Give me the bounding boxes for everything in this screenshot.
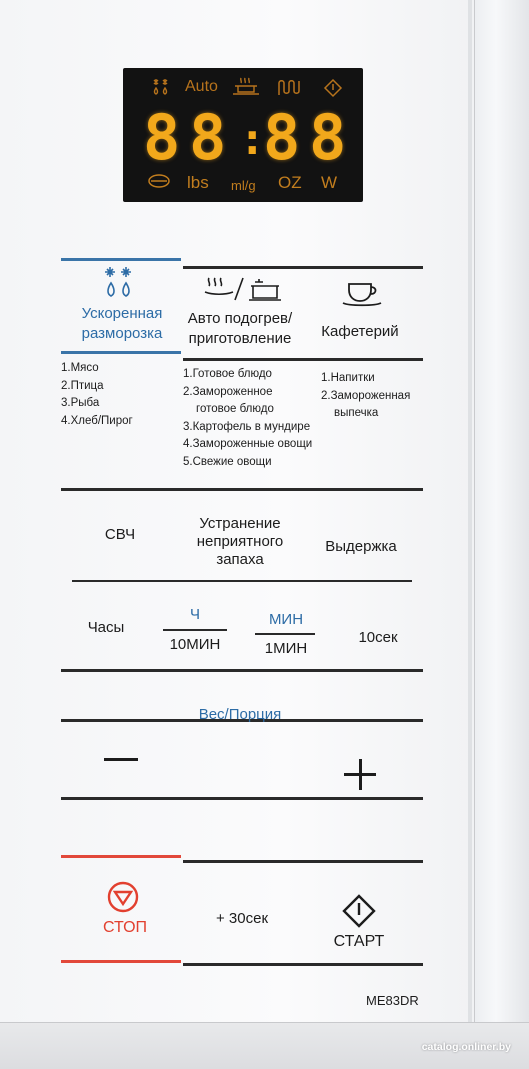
start-label: СТАРТ	[333, 933, 385, 950]
auto-reheat-list	[183, 366, 312, 471]
steam-pot-icon	[231, 77, 261, 99]
unit-oz: OZ	[278, 173, 302, 192]
microwave-button[interactable]: СВЧ	[104, 526, 136, 543]
hour-top-label: Ч	[190, 606, 200, 623]
auto-reheat-label-1: Авто подогрев/	[187, 310, 293, 327]
weight-label: Вес/Порция	[198, 706, 282, 723]
minus-icon	[104, 758, 138, 761]
digit-row	[143, 101, 353, 174]
minute-divider	[255, 633, 315, 635]
list-item: 2.Птица	[61, 379, 104, 392]
panel-side-strip	[468, 0, 472, 1068]
list-item: 2.Замороженное	[183, 385, 273, 398]
stop-icon	[106, 880, 140, 919]
list-item: 5.Свежие овощи	[183, 455, 272, 468]
heating-coil-icon	[277, 79, 303, 99]
list-item: 3.Рыба	[61, 397, 100, 409]
list-item: выпечка	[334, 407, 379, 419]
list-item: 1.Напитки	[321, 372, 375, 384]
list-item: 1.Готовое блюдо	[183, 368, 272, 380]
auto-reheat-label-2: приготовление	[188, 330, 292, 347]
list-item: 1.Мясо	[61, 362, 99, 374]
deodorize-label-2: неприятного	[196, 533, 284, 550]
defrost-bottom-line	[61, 351, 181, 354]
function-top-line	[61, 488, 423, 491]
digit-colon: :	[239, 114, 266, 165]
minute-bottom-label: 1МИН	[264, 640, 308, 657]
plus-30-sec-button[interactable]: + 30сек	[215, 910, 269, 927]
clock-button[interactable]: Часы	[87, 619, 125, 636]
cafeteria-label: Кафетерий	[321, 323, 399, 340]
defrost-label-1: Ускоренная	[81, 305, 163, 322]
digit-3: 8	[263, 101, 301, 174]
list-item: 3.Картофель в мундире	[183, 420, 311, 433]
mode-bottom-line	[183, 358, 423, 361]
defrost-label-2: разморозка	[81, 325, 163, 342]
plus-icon-v	[359, 759, 362, 790]
unit-w: W	[321, 173, 338, 192]
defrost-top-line	[61, 258, 181, 261]
ten-sec-button[interactable]: 10сек	[358, 629, 398, 646]
coffee-cup-icon	[341, 278, 383, 313]
hour-divider	[163, 629, 227, 631]
cafeteria-list	[321, 370, 410, 423]
minute-top-label: МИН	[268, 611, 304, 628]
model-label: ME83DR	[366, 993, 419, 1008]
weight-plus-button[interactable]	[340, 756, 384, 796]
mode-top-line	[183, 266, 423, 269]
unit-ml-g: ml/g	[231, 178, 256, 193]
function-bottom-line	[72, 580, 412, 582]
unit-lbs: lbs	[187, 173, 209, 192]
hour-bottom-label: 10МИН	[169, 636, 221, 653]
diamond-start-icon	[323, 78, 343, 100]
control-top-line	[183, 860, 423, 863]
list-item: 2.Замороженная	[321, 389, 411, 402]
lcd-display	[123, 68, 363, 202]
deodorize-label-1: Устранение	[199, 515, 281, 532]
snowflake-drops-icon	[104, 266, 134, 307]
display-auto-label: Auto	[185, 78, 218, 95]
panel-side-edge	[474, 0, 529, 1068]
start-icon	[341, 893, 377, 934]
stop-bottom-line	[61, 960, 181, 963]
plate-icon	[147, 172, 171, 192]
digit-4: 8	[309, 101, 347, 174]
time-bottom-line	[61, 669, 423, 672]
stop-label: СТОП	[102, 919, 148, 936]
list-item: 4.Замороженные овощи	[183, 438, 313, 450]
defrost-list	[61, 360, 133, 430]
list-item: 4.Хлеб/Пирог	[61, 414, 133, 427]
steam-pot-icon	[203, 276, 281, 311]
hold-button[interactable]: Выдержка	[325, 538, 397, 555]
deodorize-label-3: запаха	[216, 551, 264, 568]
digit-1: 8	[143, 101, 181, 174]
digit-2: 8	[189, 101, 227, 174]
snowflake-drops-icon	[151, 78, 173, 98]
control-bottom-line	[183, 963, 423, 966]
stop-top-line	[61, 855, 181, 858]
watermark: catalog.onliner.by	[421, 1041, 511, 1053]
weight-minus-button[interactable]	[100, 745, 144, 775]
weight-bottom-line	[61, 797, 423, 800]
list-item: готовое блюдо	[196, 403, 274, 415]
